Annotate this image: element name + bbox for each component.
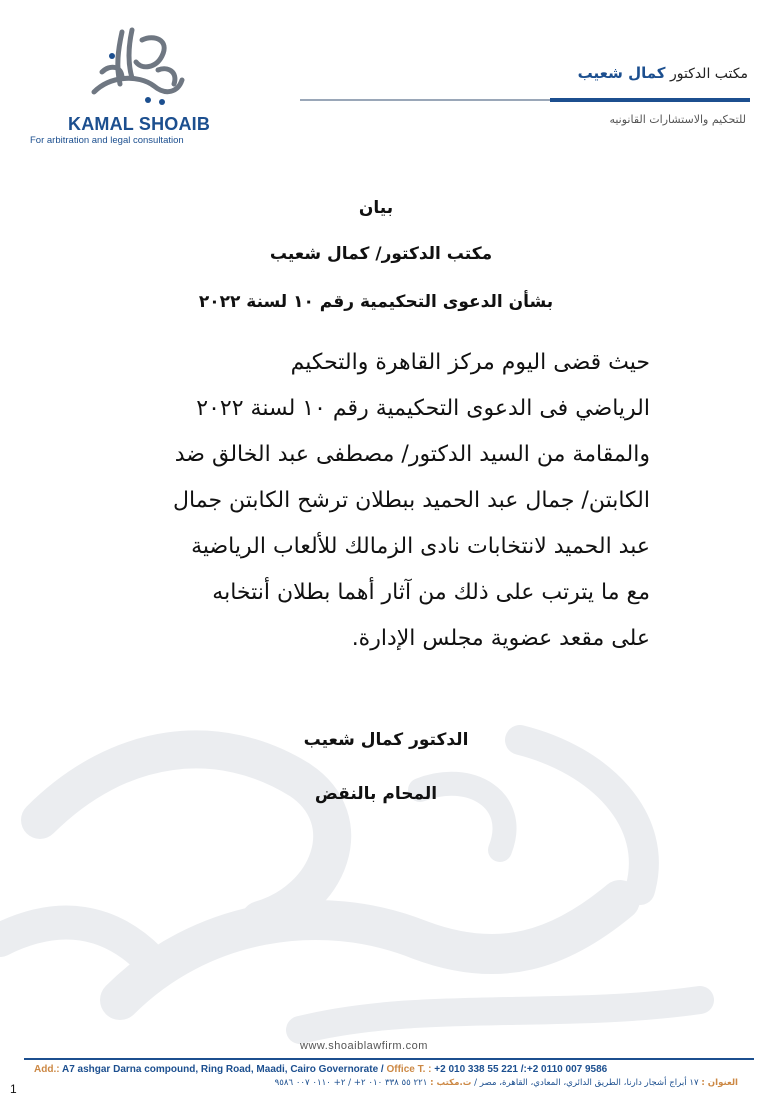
body-line: على مقعد عضوية مجلس الإدارة. xyxy=(351,626,650,651)
logo-subtitle: For arbitration and legal consultation xyxy=(30,135,184,146)
office-label-ar: ت.مكتب : xyxy=(430,1078,472,1088)
body-line: عبد الحميد لانتخابات نادى الزمالك للألعاب الرياضية xyxy=(191,534,650,559)
phones-en: +2 010 338 55 221 /:+2 0110 007 9586 xyxy=(434,1064,608,1075)
office-subtitle: للتحكيم والاستشارات القانونيه xyxy=(609,113,746,126)
page-number: 1 xyxy=(10,1082,17,1096)
address-label-ar: العنوان : xyxy=(701,1078,738,1088)
address-ar: ١٧ أبراج أشجار دارنا، الطريق الدائري، المعادي، القاهرة، مصر / xyxy=(474,1078,699,1088)
footer-address-en xyxy=(34,1064,607,1075)
footer-website[interactable]: www.shoaiblawfirm.com xyxy=(300,1040,428,1052)
signature-title: المحام بالنقض xyxy=(314,784,438,804)
body-line: الرياضي فى الدعوى التحكيمية رقم ١٠ لسنة ٢٠٢٢ xyxy=(196,396,650,421)
office-prefix: مكتب الدكتور xyxy=(669,66,748,82)
body-line: مع ما يترتب على ذلك من آثار أهما بطلان أنتخابه xyxy=(212,580,650,605)
body-line: حيث قضى اليوم مركز القاهرة والتحكيم xyxy=(290,350,650,375)
body-line: والمقامة من السيد الدكتور/ مصطفى عبد الخالق ضد xyxy=(174,442,650,467)
logo-name: KAMAL SHOAIB xyxy=(68,114,211,134)
body-line: الكابتن/ جمال عبد الحميد ببطلان ترشح الكابتن جمال xyxy=(173,488,650,513)
document-issuer: مكتب الدكتور/ كمال شعيب xyxy=(269,244,493,264)
footer-address-ar xyxy=(275,1078,738,1088)
calligraphy-logo-icon xyxy=(58,26,188,114)
office-title xyxy=(578,64,748,82)
office-label-en: Office T. : xyxy=(386,1064,432,1075)
signature-name: الدكتور كمال شعيب xyxy=(303,730,469,750)
address-en: A7 ashgar Darna compound, Ring Road, Maadi, Cairo Governorate / xyxy=(61,1064,384,1075)
office-name: كمال شعيب xyxy=(577,64,666,82)
firm-logo xyxy=(30,26,211,146)
watermark-calligraphy xyxy=(0,700,772,1060)
address-label-en: Add.: xyxy=(34,1064,60,1075)
document-subject: بشأن الدعوى التحكيمية رقم ١٠ لسنة ٢٠٢٢ xyxy=(198,292,554,312)
office-header xyxy=(578,64,748,82)
phones-ar: ٢٢١ ٥٥ ٣٣٨ ٠١٠ ٢+ / ٢+ ٠١١٠ ٠٠٧ ٩٥٨٦ xyxy=(274,1078,428,1088)
footer-divider xyxy=(24,1058,754,1060)
document-title: بيان xyxy=(358,198,394,218)
header-divider xyxy=(300,98,750,102)
